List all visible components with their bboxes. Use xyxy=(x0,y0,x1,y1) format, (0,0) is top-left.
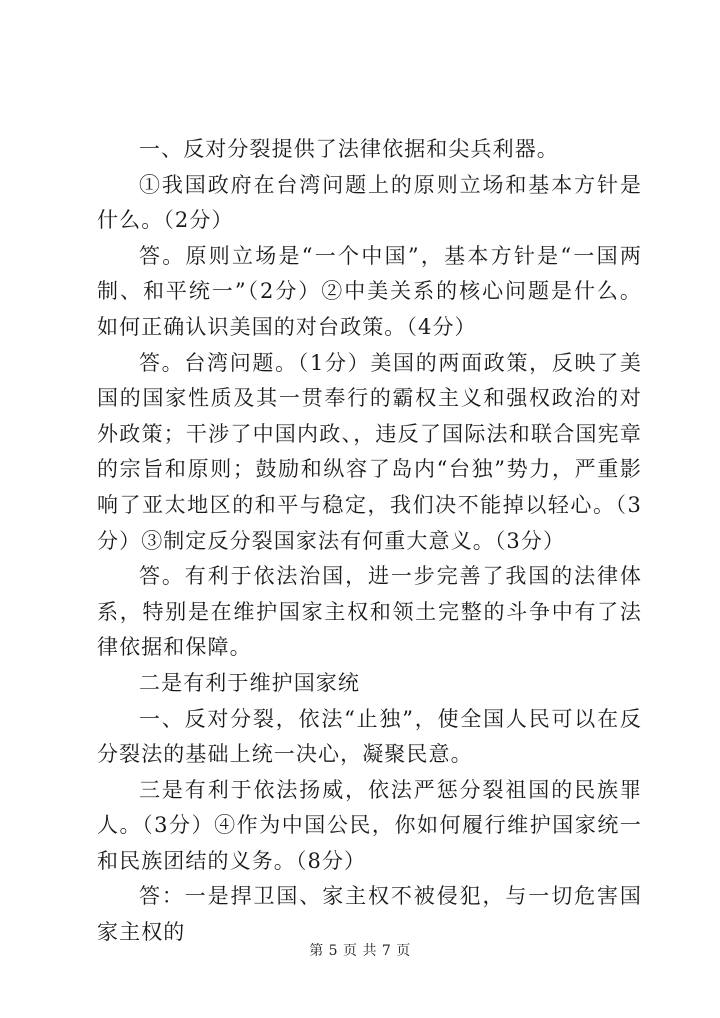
paragraph: 三是有利于依法扬威，依法严惩分裂祖国的民族罪人。（3分）④作为中国公民，你如何履行维护国家统一和民族团结的义务。（8分） xyxy=(97,777,642,873)
paragraph: 一、反对分裂提供了法律依据和尖兵利器。 xyxy=(139,137,559,161)
paragraph: 答。有利于依法治国，进一步完善了我国的法律体系，特别是在维护国家主权和领土完整的斗争中有了法律依据和保障。 xyxy=(97,564,642,660)
paragraph: 答。台湾问题。（1分）美国的两面政策，反映了美国的国家性质及其一贯奉行的霸权主义和强权政治的对外政策；干涉了中国内政、，违反了国际法和联合国宪章的宗旨和原则；鼓励和纵容了岛内“台独”势力，严重影响了亚太地区的和平与稳定，我们决不能掉以轻心。（3分）③制定反分裂国家法有何重大意义。（3分） xyxy=(97,350,642,553)
paragraph: 答：一是捍卫国、家主权不被侵犯，与一切危害国家主权的 xyxy=(97,884,642,945)
page-number-footer: 第 5 页 共 7 页 xyxy=(309,943,411,959)
paragraph: 答。原则立场是“一个中国”，基本方针是“一国两制、和平统一”（2分）②中美关系的核心问题是什么。如何正确认识美国的对台政策。（4分） xyxy=(97,243,642,339)
document-body xyxy=(97,132,642,951)
paragraph: 一、反对分裂，依法“止独”，使全国人民可以在反分裂法的基础上统一决心，凝聚民意。 xyxy=(97,706,642,767)
paragraph: 二是有利于维护国家统 xyxy=(139,670,360,695)
paragraph: ①我国政府在台湾问题上的原则立场和基本方针是什么。（2分） xyxy=(97,172,642,233)
